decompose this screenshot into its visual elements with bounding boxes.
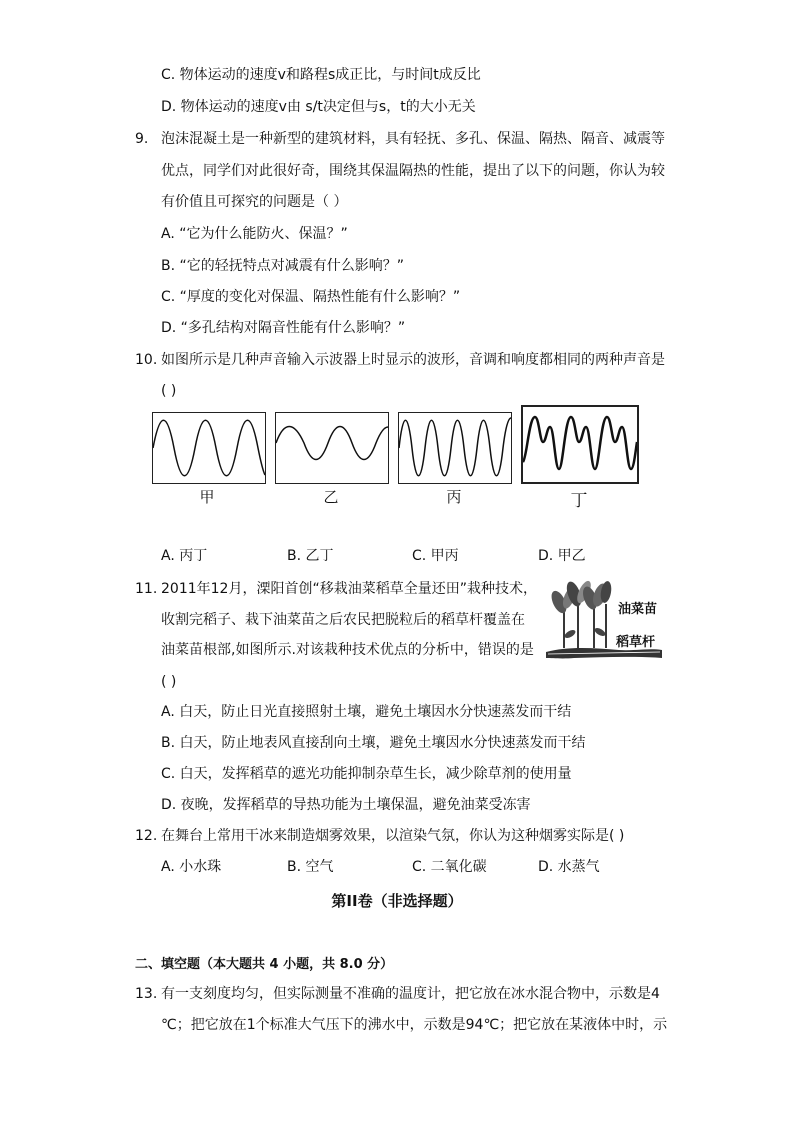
q8-option-c: C. 物体运动的速度v和路程s成正比，与时间t成反比: [161, 67, 481, 83]
q11-option-a: A. 白天，防止日光直接照射土壤，避免土壤因水分快速蒸发而干结: [161, 704, 572, 720]
q13-stem-line-2: ℃；把它放在1个标准大气压下的沸水中，示数是94℃；把它放在某液体中时，示: [161, 1017, 668, 1033]
q11-option-c: C. 白天，发挥稻草的遮光功能抑制杂草生长，减少除草剂的使用量: [161, 766, 572, 782]
q11-stem-line-4: ( ): [161, 674, 177, 690]
q10-number: 10.: [135, 352, 158, 368]
q12-option-b: B. 空气: [287, 859, 334, 875]
q9-stem-line-1: 泡沫混凝土是一种新型的建筑材料，具有轻抚、多孔、保温、隔热、隔音、减震等: [161, 131, 665, 147]
q12-option-c: C. 二氧化碳: [412, 859, 487, 875]
seedling-figure: [544, 578, 664, 662]
waveform-jia: [152, 412, 266, 484]
q9-stem-line-2: 优点，同学们对此很好奇，围绕其保温隔热的性能，提出了以下的问题，你认为较: [161, 163, 665, 179]
waveform-bing: [398, 412, 512, 484]
waveform-ding: [521, 405, 639, 484]
q11-number: 11.: [135, 581, 158, 597]
waveform-label-yi: 乙: [323, 488, 339, 506]
q12-option-a: A. 小水珠: [161, 859, 222, 875]
q9-option-b: B. “它的轻抚特点对减震有什么影响？”: [161, 258, 405, 274]
waveform-label-bing: 丙: [446, 488, 462, 506]
q10-option-b: B. 乙丁: [287, 548, 334, 564]
q11-option-b: B. 白天，防止地表风直接刮向土壤，避免土壤因水分快速蒸发而干结: [161, 735, 586, 751]
q13-number: 13.: [135, 986, 158, 1002]
q9-option-d: D. “多孔结构对隔音性能有什么影响？”: [161, 320, 406, 336]
q10-option-c: C. 甲丙: [412, 548, 459, 564]
q8-option-d: D. 物体运动的速度v由 s/t决定但与s，t的大小无关: [161, 99, 476, 115]
q12-option-d: D. 水蒸气: [538, 859, 600, 875]
q13-stem-line-1: 有一支刻度均匀，但实际测量不准确的温度计，把它放在冰水混合物中，示数是4: [161, 986, 660, 1002]
waveform-label-ding: 丁: [570, 491, 588, 511]
part-two-title: 第II卷（非选择题）: [331, 892, 463, 910]
q12-number: 12.: [135, 828, 158, 844]
q10-stem-line-1: 如图所示是几种声音输入示波器上时显示的波形，音调和响度都相同的两种声音是: [161, 352, 665, 368]
waveform-label-jia: 甲: [199, 488, 215, 506]
q9-option-c: C. “厚度的变化对保温、隔热性能有什么影响？”: [161, 289, 461, 305]
q11-option-d: D. 夜晚，发挥稻草的导热功能为土壤保温，避免油菜受冻害: [161, 797, 531, 813]
q11-stem-line-1: 2011年12月，溧阳首创“移栽油菜稻草全量还田”栽种技术，: [161, 581, 537, 597]
q9-option-a: A. “它为什么能防火、保温？”: [161, 226, 348, 242]
q10-stem-line-2: ( ): [161, 383, 177, 399]
q11-stem-line-2: 收割完稻子、栽下油菜苗之后农民把脱粒后的稻草杆覆盖在: [161, 612, 525, 628]
section-two-heading: 二、填空题（本大题共 4 小题，共 8.0 分）: [135, 957, 394, 972]
label-straw: 稻草杆: [616, 635, 656, 650]
q10-option-d: D. 甲乙: [538, 548, 586, 564]
q9-stem-line-3: 有价值且可探究的问题是（ ）: [161, 194, 348, 210]
q9-number: 9.: [135, 131, 149, 147]
q12-stem: 在舞台上常用干冰来制造烟雾效果，以渲染气氛，你认为这种烟雾实际是( ): [161, 828, 625, 844]
q10-option-a: A. 丙丁: [161, 548, 208, 564]
label-rapeseed-seedling: 油菜苗: [618, 602, 658, 617]
q11-stem-line-3: 油菜苗根部,如图所示.对该栽种技术优点的分析中，错误的是: [161, 642, 534, 658]
waveform-yi: [275, 412, 389, 484]
